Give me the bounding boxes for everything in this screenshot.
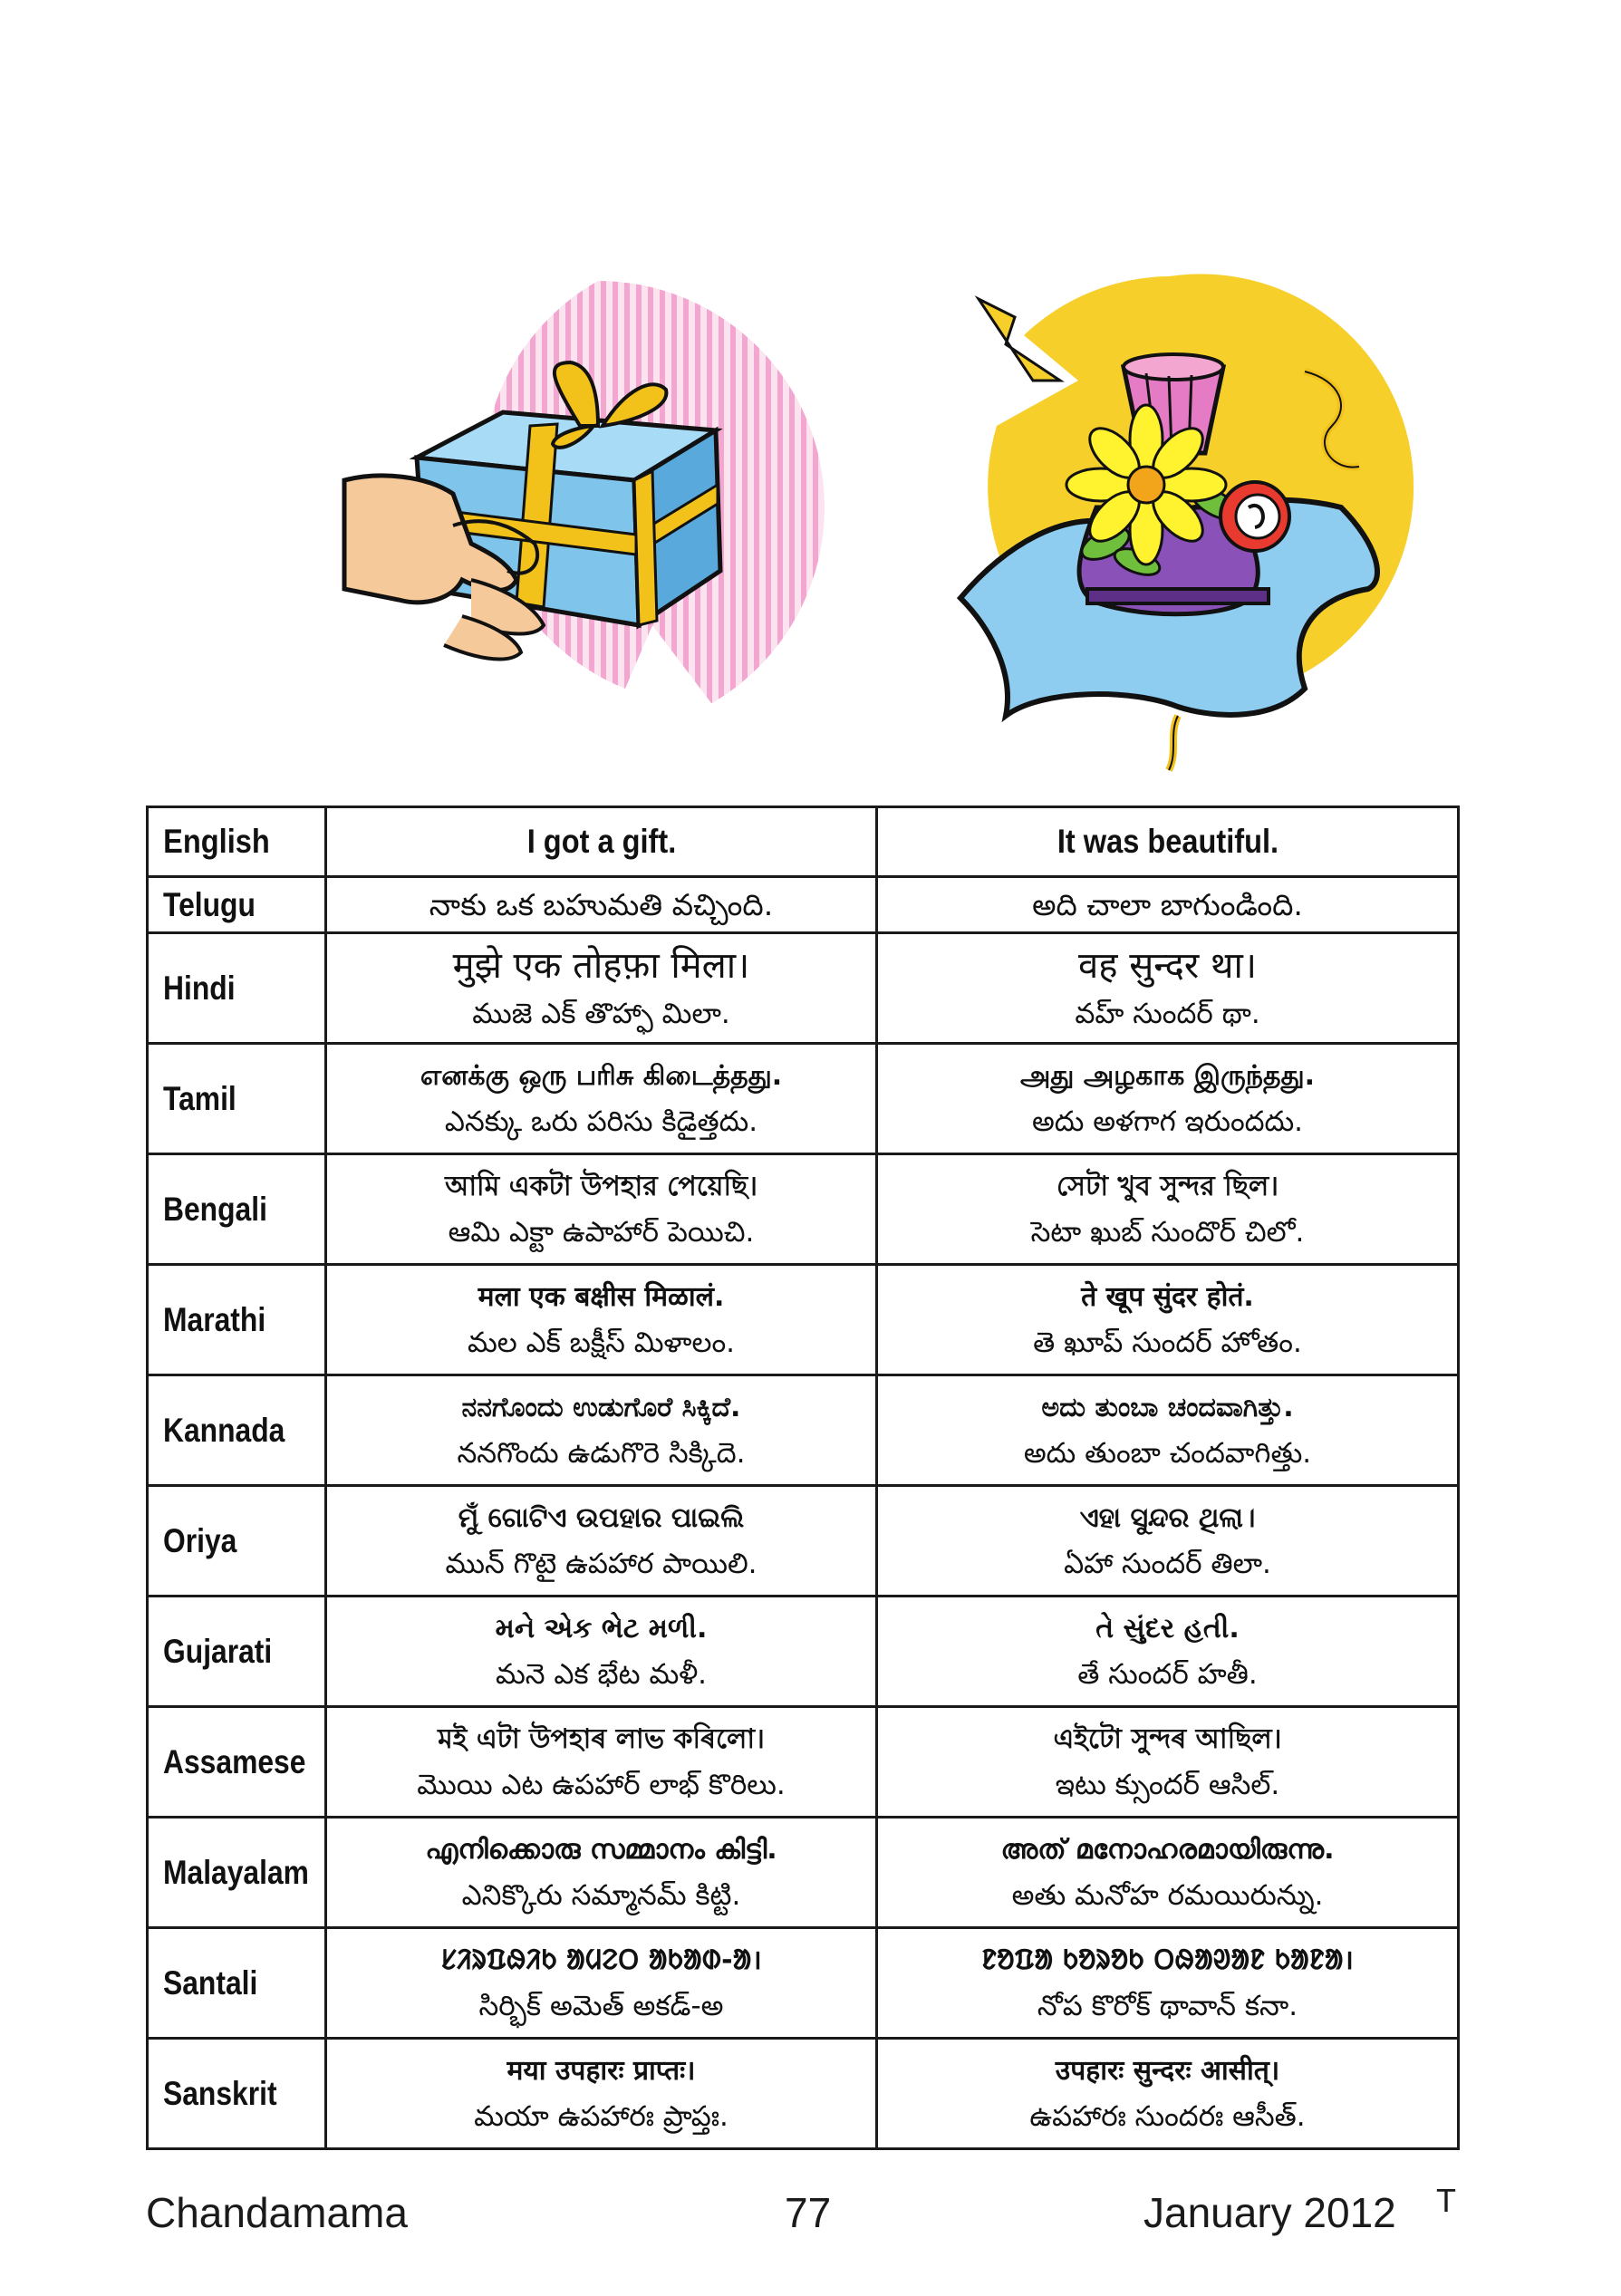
native-script-text: मुझे एक तोहफ़ा मिला। [452, 944, 750, 987]
telugu-transliteration: ఉపహారః సుందరః ఆసీత్. [1029, 2099, 1306, 2133]
phrase-table [146, 806, 1460, 2150]
table-row [148, 1928, 1459, 2039]
phrase-2-cell [877, 1375, 1459, 1486]
table-row [148, 1265, 1459, 1375]
language-name: Marathi [148, 1265, 326, 1375]
native-script-text: এইটো সুন্দৰ আছিল। [1053, 1722, 1282, 1755]
language-name: Gujarati [148, 1597, 326, 1707]
native-script-text: મને એક ભેટ મળી. [495, 1612, 708, 1645]
native-script-text: আমি একটা উপহার পেয়েছি। [445, 1170, 757, 1202]
table-row [148, 1707, 1459, 1818]
telugu-transliteration: అతు మనోహ రమయిరున్ను. [1011, 1878, 1324, 1912]
phrase-2-cell [877, 2039, 1459, 2149]
telugu-transliteration: తె ఖూప్ సుందర్ హోతం. [1033, 1326, 1302, 1359]
phrase-2-cell [877, 1707, 1459, 1818]
phrase-2-cell [877, 1044, 1459, 1154]
header-phrase-1: I got a gift. [359, 807, 844, 877]
table-row [148, 1044, 1459, 1154]
table-row [148, 1486, 1459, 1597]
language-name: Assamese [148, 1707, 326, 1818]
native-script-text: എനിക്കൊരു സമ്മാനം കിട്ടി. [425, 1833, 777, 1866]
phrase-1-cell [326, 2039, 877, 2149]
language-name: Santali [148, 1928, 326, 2039]
telugu-transliteration: మున్ గొటై ఉపహార పాయిలి. [445, 1547, 757, 1580]
header-language: English [148, 807, 304, 877]
native-script-text: মই এটা উপহাৰ লাভ কৰিলো। [438, 1722, 765, 1755]
language-name: Tamil [148, 1044, 326, 1154]
gift-illustration [344, 250, 939, 703]
telugu-transliteration: మల ఎక్ బక్షీస్ మిళాలం. [467, 1326, 736, 1359]
native-script-text: તે સુંદર હતી. [1095, 1612, 1240, 1645]
table-row [148, 1154, 1459, 1265]
phrase-1-cell [326, 1154, 877, 1265]
telugu-transliteration: ననగొందు ఉడుగొరె సిక్కిదె. [457, 1436, 746, 1470]
telugu-transliteration: వహ్ సుందర్ థా. [1075, 997, 1260, 1030]
native-script-text: ଏହା ସୁନ୍ଦର ଥିଲା। [1079, 1501, 1256, 1534]
native-script-text: அது அழகாக இருந்தது. [1020, 1059, 1315, 1092]
table-row [148, 933, 1459, 1044]
telugu-transliteration: మయా ఉపహారః ప్రాప్తః. [474, 2099, 728, 2133]
native-script-text: मला एक बक्षीस मिळालं. [478, 1280, 725, 1313]
native-script-text: ᱥᱤᱨᱯᱷᱤᱠ ᱟᱢᱮᱛ ᱟᱠᱟᱰ-ᱟ। [440, 1944, 762, 1976]
phrase-2-cell [877, 1818, 1459, 1928]
table-row [148, 1597, 1459, 1707]
telugu-transliteration: ఎనిక్కొరు సమ్మానమ్ కిట్టి. [461, 1878, 741, 1912]
telugu-transliteration: సెటా ఖుబ్ సుందొర్ చిలో. [1030, 1215, 1305, 1249]
language-name: Telugu [148, 877, 326, 933]
native-script-text: ᱱᱚᱯᱟ ᱠᱚᱨᱚᱠ ᱛᱷᱟᱣᱟᱱ ᱠᱟᱱᱟ। [981, 1944, 1354, 1976]
telugu-transliteration: ముజె ఎక్ తొహ్ఫా మిలా. [472, 997, 730, 1030]
native-script-text: ನನಗೊಂದು ಉಡುಗೊರೆ ಸಿಕ್ಕಿದೆ. [461, 1391, 741, 1423]
table-row [148, 1818, 1459, 1928]
phrase-1-cell [326, 1044, 877, 1154]
telugu-transliteration: ఆమి ఎక్టా ఉపాహార్ పెయిచి. [448, 1215, 755, 1249]
phrase-2-cell [877, 1486, 1459, 1597]
table-header-row [148, 807, 1459, 877]
language-name: Hindi [148, 933, 326, 1044]
table-row [148, 2039, 1459, 2149]
table-row [148, 877, 1459, 933]
telugu-transliteration: ఇటు క్సుందర్ ఆసిల్. [1055, 1768, 1280, 1801]
page-mark: T [1436, 2182, 1456, 2219]
native-script-text: मया उपहारः प्राप्तः। [507, 2054, 696, 2087]
phrase-1-cell [326, 1265, 877, 1375]
native-script-text: അത് മനോഹരമായിരുന്നു. [1000, 1833, 1335, 1866]
language-name: Bengali [148, 1154, 326, 1265]
table-row [148, 1375, 1459, 1486]
vase-illustration [960, 274, 1414, 770]
phrase-1-cell [326, 1375, 877, 1486]
language-name: Oriya [148, 1486, 326, 1597]
phrase-2-cell [877, 1265, 1459, 1375]
phrase-2-cell [877, 877, 1459, 933]
header-phrase-2: It was beautiful. [912, 807, 1423, 877]
native-script-text: সেটা খুব সুন্দর ছিল। [1056, 1170, 1278, 1202]
phrase-1-cell [326, 1597, 877, 1707]
language-name: Kannada [148, 1375, 326, 1486]
phrase-1-cell [326, 877, 877, 933]
phrase-2-cell [877, 1154, 1459, 1265]
native-script-text: ಅದು ತುಂಬಾ ಚಂದವಾಗಿತ್ತು. [1041, 1391, 1294, 1423]
native-script-text: எனக்கு ஒரு பரிசு கிடைத்தது. [420, 1059, 783, 1092]
telugu-transliteration: తే సుందర్ హతీ. [1077, 1657, 1258, 1691]
native-script-text: वह सुन्दर था। [1078, 944, 1257, 987]
telugu-transliteration: మొయి ఎట ఉపహార్ లాభ్ కొరిలు. [417, 1768, 786, 1801]
phrase-1-cell [326, 933, 877, 1044]
phrase-2-cell [877, 1928, 1459, 2039]
language-name: Sanskrit [148, 2039, 326, 2149]
phrase-1-cell [326, 1928, 877, 2039]
telugu-transliteration: మనె ఎక భేట మళీ. [495, 1657, 708, 1691]
telugu-transliteration: అది చాలా బాగుండింది. [1032, 886, 1303, 922]
native-script-text: ते खूप सुंदर होतं. [1081, 1280, 1254, 1313]
language-name: Malayalam [148, 1818, 326, 1928]
magazine-name: Chandamama [146, 2189, 408, 2236]
phrase-1-cell [326, 1818, 877, 1928]
page-number: 77 [785, 2189, 832, 2236]
native-script-text: ମୁଁ ଗୋଟିଏ ଉପହାର ପାଇଲି [458, 1501, 745, 1534]
telugu-transliteration: సిర్భిక్ అమెత్ అకడ్-అ [478, 1989, 724, 2022]
phrase-1-cell [326, 1486, 877, 1597]
telugu-transliteration: అదు అళగాగ ఇరుందదు. [1031, 1105, 1304, 1138]
telugu-transliteration: ఎనక్కు ఒరు పరిసు కిడైత్తదు. [444, 1105, 758, 1138]
native-script-text: उपहारः सुन्दरः आसीत्। [1055, 2054, 1280, 2087]
phrase-2-cell [877, 933, 1459, 1044]
telugu-transliteration: నాకు ఒక బహుమతి వచ్చింది. [429, 886, 774, 922]
telugu-transliteration: అదు తుంబా చందవాగిత్తు. [1023, 1436, 1312, 1470]
issue-date: January 2012 [1143, 2189, 1396, 2236]
telugu-transliteration: నోప కొరోక్ థావాన్ కనా. [1037, 1989, 1298, 2022]
telugu-transliteration: ఏహా సుందర్ తిలా. [1064, 1547, 1271, 1580]
phrase-2-cell [877, 1597, 1459, 1707]
phrase-1-cell [326, 1707, 877, 1818]
illustrations [0, 0, 1621, 797]
